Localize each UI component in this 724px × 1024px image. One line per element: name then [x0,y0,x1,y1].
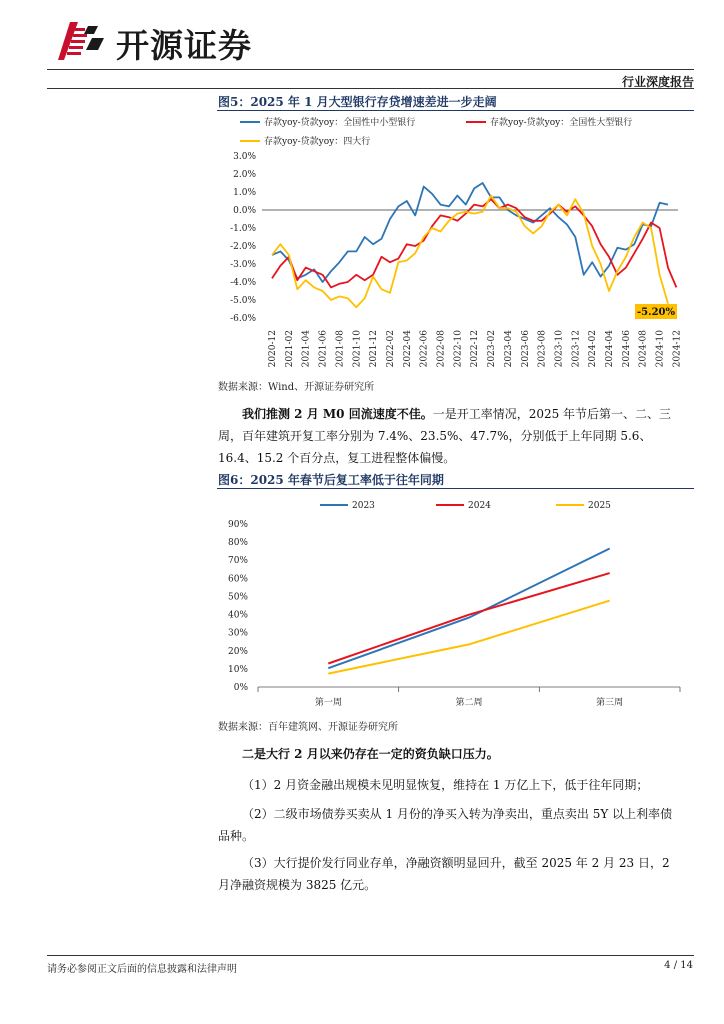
y-tick-label: -3.0% [230,260,256,270]
paragraph-2 [242,743,682,765]
figure5-source: 数据来源：Wind、开源证券研究所 [218,382,375,393]
y-tick-label: -1.0% [230,224,256,234]
y-tick-label: 0% [233,683,248,693]
legend-label-s2: 存款yoy-贷款yoy：四大行 [264,137,371,147]
footer-rule [47,955,694,956]
legend-label-s1: 存款yoy-贷款yoy：全国性大型银行 [490,118,633,128]
x-category-label: 第二周 [455,698,483,708]
series-line-2 [272,196,668,308]
paragraph-1-lead: 我们推测 2 月 M0 回流速度不佳。 [242,407,433,421]
figure6-title: 图6：2025 年春节后复工率低于往年同期 [218,473,444,487]
x-tick-label: 2023-08 [537,330,548,368]
x-tick-label: 2022-06 [419,330,430,368]
y-tick-label: 50% [227,592,248,603]
x-tick-label: 2020-12 [268,330,278,368]
y-tick-label: -5.0% [230,296,256,306]
legend6-label-0: 2023 [352,501,375,511]
x-tick-label: 2023-12 [571,330,582,368]
series-line-2023 [328,549,609,669]
y-tick-label: 3.0% [233,152,256,162]
header-rule-2 [47,88,694,89]
x-tick-label: 2021-04 [301,330,312,368]
figure5-title-rule [217,110,694,111]
x-tick-label: 2022-08 [436,330,447,368]
x-tick-label: 2024-04 [605,330,616,368]
y-tick-label: 0.0% [233,206,256,216]
figure5-legend [240,116,632,147]
series-line-2025 [328,601,609,674]
y-tick-label: 30% [227,628,248,639]
list-item-3: （3）大行提价发行同业存单，净融资额明显回升，截至 2025 年 2 月 23 日，2 月净融资规模为 3825 亿元。 [218,856,670,892]
annotation-label: -5.20% [636,307,676,318]
x-tick-label: 2021-02 [284,330,295,368]
header-rule [47,69,694,70]
legend-label-s0: 存款yoy-贷款yoy：全国性中小型银行 [264,118,416,128]
x-tick-label: 2021-10 [352,330,363,368]
y-tick-label: 20% [227,646,248,657]
figure6-legend [320,501,611,511]
figure6-source: 数据来源：百年建筑网、开源证券研究所 [218,722,398,733]
paragraph-1-text: 一是开工率情况，2025 年节后第一、二、三周，百年建筑开复工率分别为 7.4%、23.5%、47.7%，分别低于上年同期 5.6、16.4、15.2 个百分点，复工进程整体偏慢。 [218,407,672,465]
figure5-chart [210,112,694,376]
x-tick-label: 2022-02 [385,330,396,368]
paragraph-1 [218,403,681,469]
y-tick-label: 10% [227,664,248,675]
footer-disclaimer: 请务必参阅正文后面的信息披露和法律声明 [47,964,237,975]
figure6-y-axis [228,520,248,693]
figure5-annotation [635,304,677,319]
report-type: 行业深度报告 [621,75,694,89]
figure6-series [328,549,609,674]
list-item-1: （1）2 月资金融出规模未见明显恢复，维持在 1 万亿上下，低于往年同期； [242,778,649,792]
x-tick-label: 2024-02 [588,330,599,368]
figure5-series [272,183,676,307]
x-tick-label: 2023-06 [520,330,531,368]
y-tick-label: 80% [227,538,248,549]
figure5-y-axis [230,152,256,324]
logo-text: 开源证券 [116,26,252,65]
y-tick-label: -6.0% [230,314,256,324]
series-line-0 [272,183,668,282]
x-category-label: 第三周 [596,698,624,708]
footer-page-number: 4 / 14 [664,960,693,971]
x-tick-label: 2023-02 [487,330,498,368]
x-tick-label: 2022-04 [402,330,413,368]
y-tick-label: 60% [227,574,248,585]
x-tick-label: 2024-12 [672,330,683,368]
paragraph-2-lead: 二是大行 2 月以来仍存在一定的资负缺口压力。 [242,747,499,761]
company-logo [58,20,108,62]
x-tick-label: 2024-08 [638,330,649,368]
x-category-label: 第一周 [314,698,342,708]
figure5-x-axis [268,330,682,368]
x-tick-label: 2022-12 [470,330,481,368]
x-tick-label: 2021-08 [335,330,346,368]
y-tick-label: -4.0% [230,278,256,288]
y-tick-label: 40% [227,610,248,621]
y-tick-label: 90% [227,520,248,530]
x-tick-label: 2023-10 [554,330,565,368]
list-item-2: （2）二级市场债券买卖从 1 月份的净买入转为净卖出，重点卖出 5Y 以上利率债品种。 [218,807,673,843]
x-tick-label: 2024-06 [621,330,632,368]
figure6-chart [210,492,694,714]
logo-mark-icon [58,20,108,62]
y-tick-label: 70% [227,556,248,567]
legend6-label-2: 2025 [588,501,611,511]
y-tick-label: 1.0% [233,188,256,198]
x-tick-label: 2023-04 [503,330,514,368]
legend6-label-1: 2024 [468,501,491,511]
figure6-x-axis [258,687,680,708]
figure6-title-rule [217,488,694,489]
y-tick-label: -2.0% [230,242,256,252]
x-tick-label: 2021-12 [369,330,380,368]
x-tick-label: 2022-10 [453,330,464,368]
y-tick-label: 2.0% [233,170,256,180]
x-tick-label: 2021-06 [318,330,329,368]
figure5-title: 图5：2025 年 1 月大型银行存贷增速差进一步走阔 [218,95,497,109]
x-tick-label: 2024-10 [655,330,666,368]
